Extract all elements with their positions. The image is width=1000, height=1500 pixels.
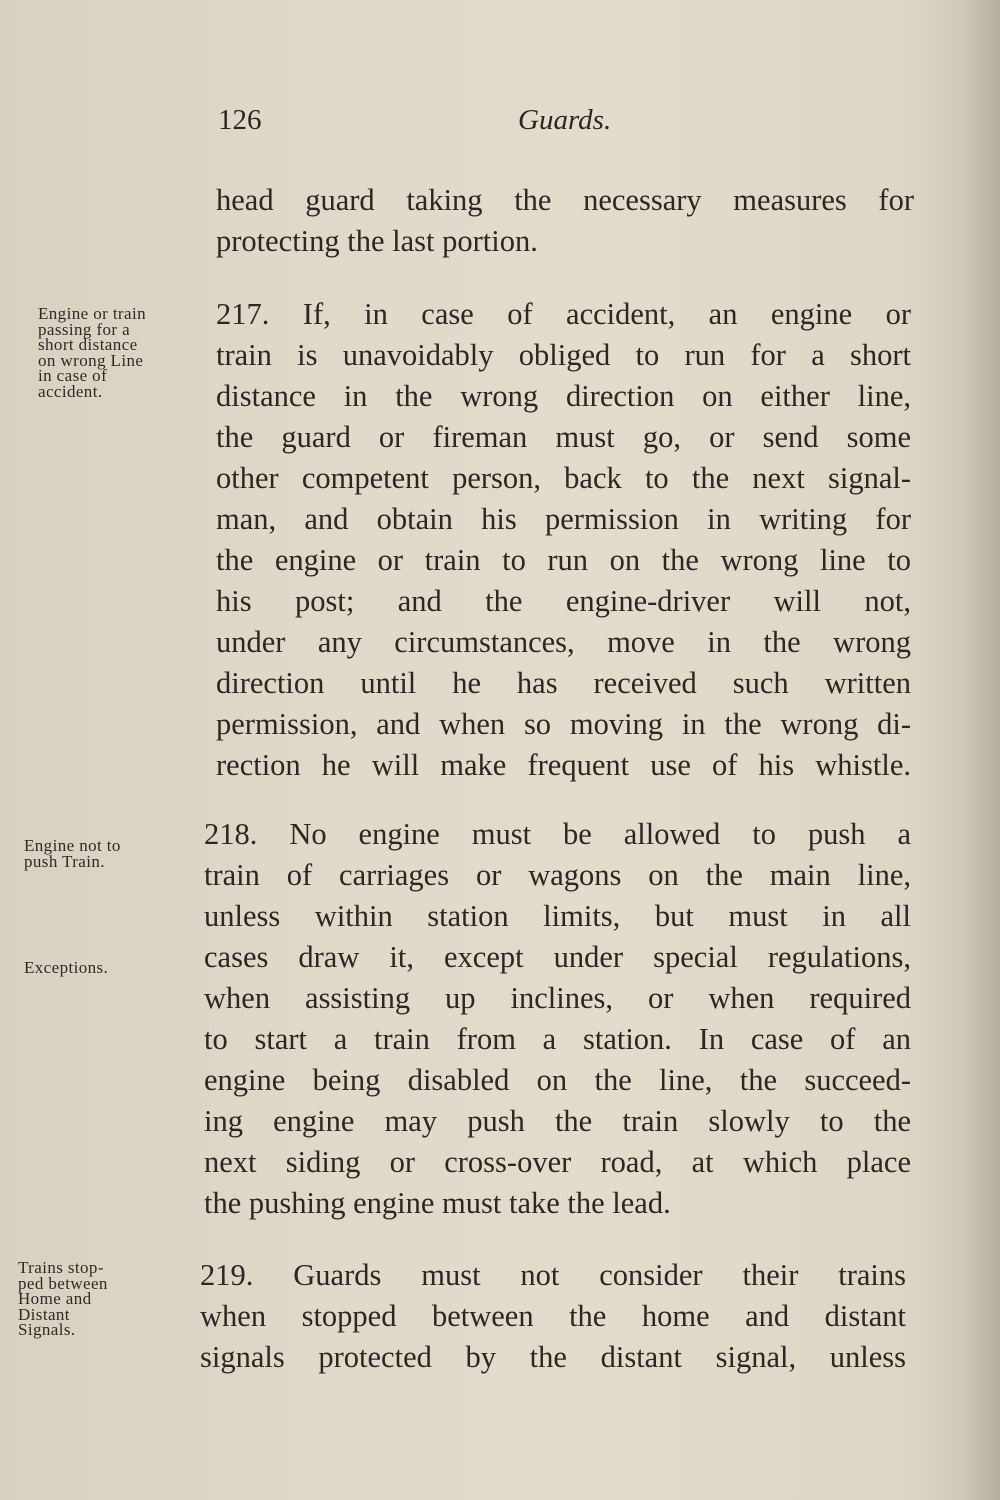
margin-note-line: passing for a	[38, 319, 131, 339]
text-line: the guard or fireman must go, or send some	[216, 420, 911, 454]
text-line: 218. No engine must be allowed to push a	[204, 817, 911, 851]
text-line: when assisting up inclines, or when required	[204, 981, 911, 1015]
margin-note-line: Signals.	[18, 1320, 76, 1339]
margin-note-trains-stopped	[18, 1260, 178, 1338]
text-line: head guard taking the necessary measures for	[216, 183, 914, 217]
margin-note-engine-not-push	[24, 838, 184, 869]
text-line: engine being disabled on the line, the succeed-	[204, 1063, 911, 1097]
text-line: signals protected by the distant signal, unless	[200, 1340, 906, 1374]
text-line: other competent person, back to the next signal-	[216, 461, 911, 495]
text-line: under any circumstances, move in the wrong	[216, 625, 911, 659]
margin-note-line: Home and	[18, 1289, 92, 1308]
margin-note-line: Distant	[18, 1304, 70, 1324]
text-line: distance in the wrong direction on either line,	[216, 379, 911, 413]
text-line: to start a train from a station. In case of an	[204, 1022, 911, 1056]
paragraph-continuation	[216, 180, 914, 262]
margin-note-line: accident.	[38, 381, 103, 401]
margin-note-line: push Train.	[24, 851, 105, 871]
text-line: when stopped between the home and distant	[200, 1299, 906, 1333]
text-line: the pushing engine must take the lead.	[204, 1186, 671, 1220]
text-line: unless within station limits, but must in all	[204, 899, 911, 933]
text-line: train of carriages or wagons on the main line,	[204, 858, 911, 892]
text-line: 217. If, in case of accident, an engine or	[216, 297, 911, 331]
page-header	[0, 100, 1000, 150]
text-line: the engine or train to run on the wrong line to	[216, 543, 911, 577]
page-number: 126	[218, 104, 262, 136]
page-edge-shadow	[960, 0, 1000, 1500]
margin-note-line: on wrong Line	[38, 350, 144, 370]
text-line: cases draw it, except under special regulations,	[204, 940, 911, 974]
text-line: man, and obtain his permission in writing for	[216, 502, 911, 536]
text-line: his post; and the engine-driver will not,	[216, 584, 911, 618]
running-head: Guards.	[518, 104, 612, 136]
margin-note-line: Engine not to	[24, 836, 121, 855]
margin-note-line: ped between	[18, 1273, 108, 1293]
text-line: ing engine may push the train slowly to the	[204, 1104, 911, 1138]
paragraph-219	[200, 1255, 906, 1378]
margin-note-line: Trains stop-	[18, 1258, 104, 1277]
margin-note-exceptions	[24, 960, 184, 976]
margin-note-line: Engine or train	[38, 304, 146, 323]
text-line: permission, and when so moving in the wrong di-	[216, 707, 911, 741]
paragraph-218	[204, 814, 911, 1224]
paragraph-217	[216, 294, 911, 786]
margin-note-line: short distance	[38, 335, 138, 354]
text-line: train is unavoidably obliged to run for a short	[216, 338, 911, 372]
margin-note-line: Exceptions.	[24, 958, 109, 977]
text-line: next siding or cross-over road, at which place	[204, 1145, 911, 1179]
margin-note-line: in case of	[38, 366, 108, 385]
text-line: protecting the last portion.	[216, 224, 538, 258]
text-line: rection he will make frequent use of his whistle.	[216, 748, 911, 782]
margin-note-engine-wrong-line	[38, 306, 208, 399]
text-line: 219. Guards must not consider their trains	[200, 1258, 906, 1292]
text-line: direction until he has received such written	[216, 666, 911, 700]
